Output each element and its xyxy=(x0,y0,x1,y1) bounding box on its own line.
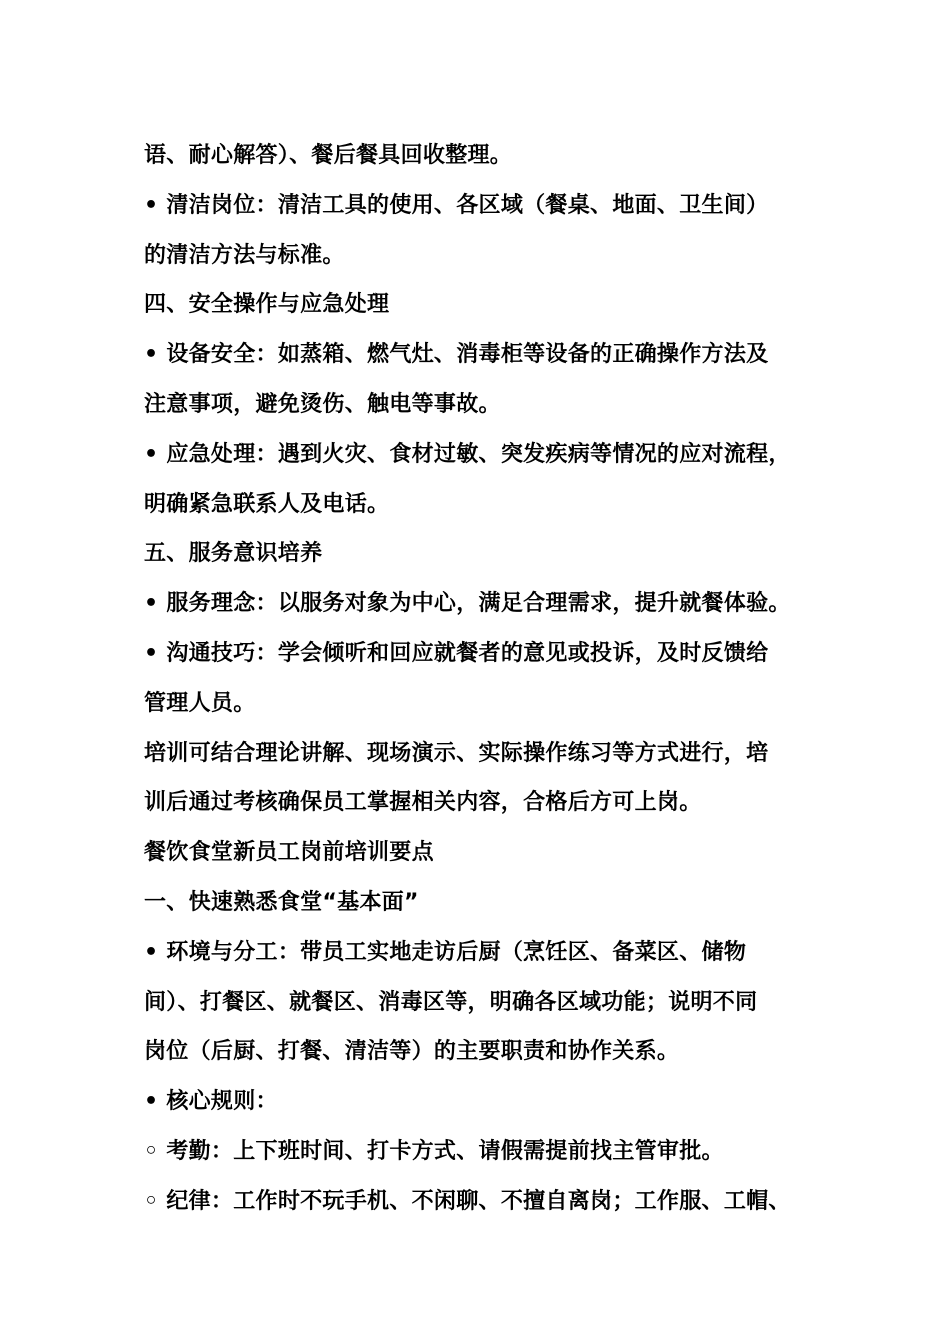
section-heading-basics: 一、快速熟悉食堂“基本面” xyxy=(144,889,419,915)
bullet-item-communication: • 沟通技巧：学会倾听和回应就餐者的意见或投诉，及时反馈给 xyxy=(144,640,769,666)
paragraph-line: 训后通过考核确保员工掌握相关内容，合格后方可上岗。 xyxy=(144,790,702,816)
sub-bullet-attendance: ◦ 考勤：上下班时间、打卡方式、请假需提前找主管审批。 xyxy=(144,1138,724,1164)
text-line: 注意事项，避免烫伤、触电等事故。 xyxy=(144,391,501,417)
bullet-item-environment: • 环境与分工：带员工实地走访后厨（烹饪区、备菜区、储物 xyxy=(144,939,747,965)
bullet-item-emergency: • 应急处理：遇到火灾、食材过敏、突发疾病等情况的应对流程， xyxy=(144,441,791,467)
text-line: 明确紧急联系人及电话。 xyxy=(144,491,390,517)
text-line: 管理人员。 xyxy=(144,690,256,716)
text-line: 的清洁方法与标准。 xyxy=(144,242,345,268)
document-title: 餐饮食堂新员工岗前培训要点 xyxy=(144,840,434,866)
text-line: 语、耐心解答）、餐后餐具回收整理。 xyxy=(144,143,513,168)
paragraph-line: 培训可结合理论讲解、现场演示、实际操作练习等方式进行，培 xyxy=(144,740,769,766)
section-heading-safety: 四、安全操作与应急处理 xyxy=(144,292,390,318)
bullet-item-equipment-safety: • 设备安全：如蒸箱、燃气灶、消毒柜等设备的正确操作方法及 xyxy=(144,342,769,368)
bullet-item-service-concept: • 服务理念：以服务对象为中心，满足合理需求，提升就餐体验。 xyxy=(144,591,791,617)
section-heading-service: 五、服务意识培养 xyxy=(144,541,323,567)
sub-bullet-discipline: ◦ 纪律：工作时不玩手机、不闲聊、不擅自离岗；工作服、工帽、 xyxy=(144,1188,791,1214)
bullet-item-core-rules: • 核心规则： xyxy=(144,1089,278,1115)
document-body xyxy=(144,131,834,1227)
text-line: 岗位（后厨、打餐、清洁等）的主要职责和协作关系。 xyxy=(144,1039,680,1065)
bullet-item-cleaning-post: • 清洁岗位：清洁工具的使用、各区域（餐桌、地面、卫生间） xyxy=(144,192,769,218)
text-line: 间）、打餐区、就餐区、消毒区等，明确各区域功能；说明不同 xyxy=(144,989,758,1015)
